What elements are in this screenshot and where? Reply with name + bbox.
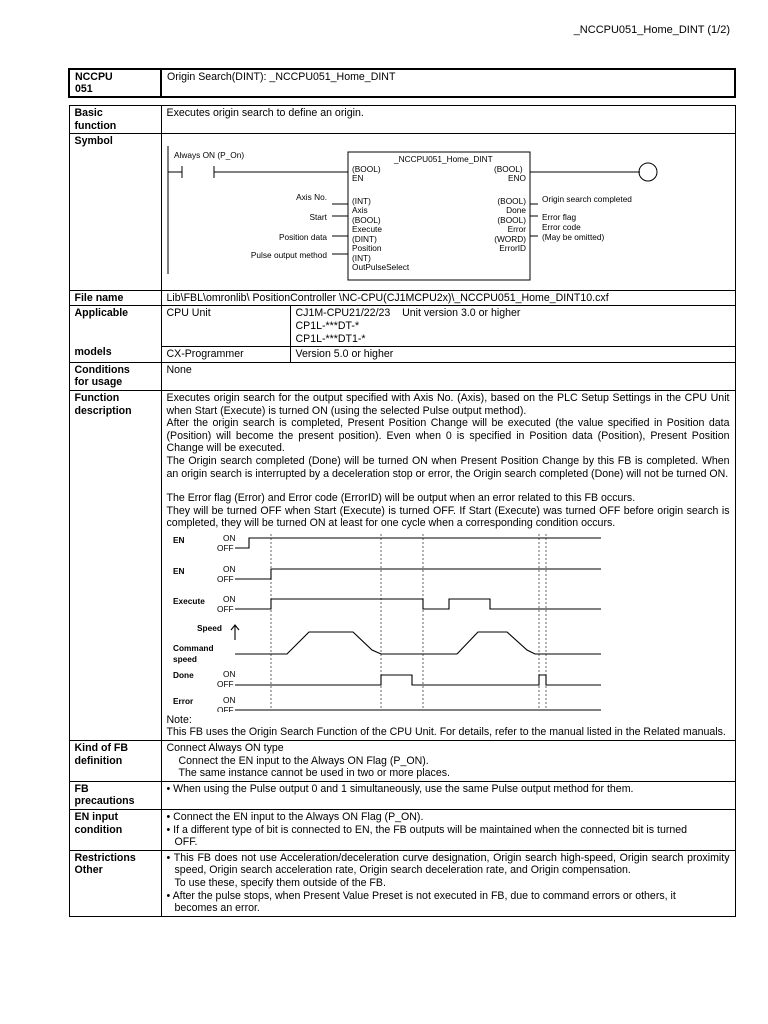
- in3-pin: Position: [351, 243, 382, 254]
- timing-done-label: Done: [172, 669, 194, 680]
- function-p4: The Error flag (Error) and Error code (ErrorID) will be output when an error related to this FB occurs.: [166, 492, 636, 505]
- cx-programmer-version: Version 5.0 or higher: [290, 347, 735, 362]
- done-output-label: Origin search completed: [541, 194, 632, 205]
- position-label: Position data: [278, 232, 327, 243]
- cpu-model-1: CJ1M-CPU21/22/23 Unit version 3.0 or higher: [295, 307, 521, 320]
- cx-programmer-label: CX-Programmer: [166, 348, 244, 361]
- timing-en2-label: EN: [172, 565, 185, 576]
- fb-precautions-text: [161, 781, 735, 809]
- on-label-5: ON: [222, 694, 235, 705]
- timing-error-label: Error: [172, 695, 193, 706]
- on-label-3: ON: [222, 593, 235, 604]
- out3-pin: ErrorID: [498, 243, 526, 254]
- errorcode-output-label: Error code: [541, 222, 581, 233]
- en-pin: EN: [351, 173, 364, 184]
- fb-precautions-label: FB precautions: [69, 781, 161, 809]
- kind-line-2: Connect the EN input to the Always ON Flag (P_ON).: [178, 754, 429, 767]
- function-p1: Executes origin search for the output specified with Axis No. (Axis), based on the PLC Setup Settings in the CPU Unit when Start (Execute) is turned ON (using the selected Pulse output method).: [166, 391, 730, 417]
- fb-symbol-svg: [162, 134, 740, 286]
- on-label-1: ON: [222, 532, 235, 543]
- models-table: [162, 306, 735, 361]
- out1-type: (BOOL): [496, 196, 526, 207]
- en-bullet-2: • If a different type of bit is connected to EN, the FB outputs will be maintained when the connected bit is turned: [166, 823, 688, 836]
- applicable-label-top: Applicable: [74, 307, 129, 320]
- in1-type: (INT): [351, 196, 371, 207]
- off-label-5: OFF: [216, 704, 234, 712]
- timing-command-label: Command: [172, 642, 214, 653]
- fb-precaution-1: • When using the Pulse output 0 and 1 simultaneously, use the same Pulse output method for them.: [166, 782, 634, 795]
- always-on-label: Always ON (P_On): [173, 150, 244, 161]
- applicable-models: [161, 306, 735, 362]
- file-text: Lib\FBL\omronlib\ PositionController \NC-CPU(CJ1MCPU2x)\_NCCPU051_Home_DINT10.cxf: [161, 290, 735, 306]
- applicable-label: [69, 306, 161, 362]
- basic-label: Basic function: [69, 106, 161, 134]
- start-label: Start: [308, 212, 327, 223]
- restriction-2: • After the pulse stops, when Present Value Preset is not executed in FB, due to command errors or others, it: [166, 889, 676, 902]
- symbol-label: Symbol: [69, 134, 161, 291]
- fb-name: _NCCPU051_Home_DINT: [393, 154, 493, 165]
- kind-line-3: The same instance cannot be used in two or more places.: [178, 767, 450, 780]
- restriction-2-cont: becomes an error.: [174, 902, 260, 915]
- timing-command-label-2: speed: [172, 653, 197, 664]
- conditions-text: None: [161, 362, 735, 390]
- in3-type: (DINT): [351, 234, 377, 245]
- restriction-1: • This FB does not use Acceleration/deceleration curve designation, Origin search high-speed, Origin search proximity speed, Origin search acceleration rate, Origin search deceleration rate, and Origin compensation.: [166, 851, 730, 877]
- on-label-2: ON: [222, 563, 235, 574]
- en-bullet-1: • Connect the EN input to the Always ON Flag (P_ON).: [166, 811, 424, 824]
- restrictions-label: Restrictions Other: [69, 850, 161, 916]
- restrictions-text: [161, 850, 735, 916]
- en-bullet-2-cont: OFF.: [174, 836, 198, 849]
- in2-pin: Execute: [351, 224, 382, 235]
- kind-text: [161, 741, 735, 782]
- in1-pin: Axis: [351, 205, 368, 216]
- function-description: [161, 390, 735, 740]
- timing-chart: [167, 532, 607, 712]
- symbol-diagram: [161, 134, 735, 291]
- id-label-text: NCCPU 051: [75, 71, 113, 95]
- spec-table: [68, 68, 736, 917]
- file-label: File name: [69, 290, 161, 306]
- en-type: (BOOL): [351, 164, 381, 175]
- function-p2: After the origin search is completed, Present Position Change will be executed (the value specified in Position data (Position) will become the present position). Even when 0 is specified in Position data (Position), Present Position Change will be executed.: [166, 417, 730, 455]
- page-header: _NCCPU051_Home_DINT (1/2): [573, 24, 730, 36]
- timing-execute-label: Execute: [172, 595, 205, 606]
- off-label-4: OFF: [216, 678, 234, 689]
- en-input-text: [161, 810, 735, 851]
- error-output-label: Error flag: [541, 212, 576, 223]
- kind-label: Kind of FB definition: [69, 741, 161, 782]
- function-label: Function description: [69, 390, 161, 740]
- out1-pin: Done: [505, 205, 526, 216]
- cpu-model-3: CP1L-***DT1-*: [295, 332, 366, 345]
- note-label: Note:: [166, 713, 192, 726]
- in2-type: (BOOL): [351, 215, 381, 226]
- in4-type: (INT): [351, 253, 371, 264]
- cpu-model-2: CP1L-***DT-*: [295, 319, 360, 332]
- eno-pin: ENO: [507, 173, 526, 184]
- conditions-label: Conditions for usage: [69, 362, 161, 390]
- omit-label: (May be omitted): [541, 232, 604, 243]
- output-coil: [639, 163, 657, 181]
- id-label: [69, 69, 161, 97]
- applicable-label-bottom: models: [74, 345, 112, 358]
- off-label-2: OFF: [216, 573, 234, 584]
- in4-pin: OutPulseSelect: [351, 262, 409, 273]
- timing-en1-label: EN: [172, 534, 185, 545]
- cpu-unit-values: [290, 306, 735, 346]
- off-label-3: OFF: [216, 603, 234, 614]
- function-p5: They will be turned OFF when Start (Execute) is turned OFF. If Start (Execute) was turned OFF before origin search is completed, they will be turned ON at least for one cycle when a corresponding condition occurs.: [166, 504, 730, 530]
- pulse-label: Pulse output method: [250, 250, 327, 261]
- out2-pin: Error: [507, 224, 526, 235]
- timing-speed-label: Speed: [196, 622, 222, 633]
- out3-type: (WORD): [493, 234, 526, 245]
- on-label-4: ON: [222, 668, 235, 679]
- eno-type: (BOOL): [493, 164, 523, 175]
- function-p3: The Origin search completed (Done) will be turned ON when Present Position Change by this FB is completed. When an origin search is interrupted by a deceleration stop or error, the Origin search completed (Done) will not be turned ON.: [166, 454, 730, 480]
- kind-line-1: Connect Always ON type: [166, 742, 284, 755]
- restriction-1-cont: To use these, specify them outside of the FB.: [174, 877, 386, 889]
- out2-type: (BOOL): [496, 215, 526, 226]
- basic-text: Executes origin search to define an origin.: [161, 106, 735, 134]
- cpu-unit-label: CPU Unit: [162, 306, 291, 346]
- off-label-1: OFF: [216, 542, 234, 553]
- note-text: This FB uses the Origin Search Function of the CPU Unit. For details, refer to the manual listed in the Related manuals.: [166, 726, 726, 739]
- axis-label: Axis No.: [295, 192, 327, 203]
- en-input-label: EN input condition: [69, 810, 161, 851]
- page-title: Origin Search(DINT): _NCCPU051_Home_DINT: [161, 69, 735, 97]
